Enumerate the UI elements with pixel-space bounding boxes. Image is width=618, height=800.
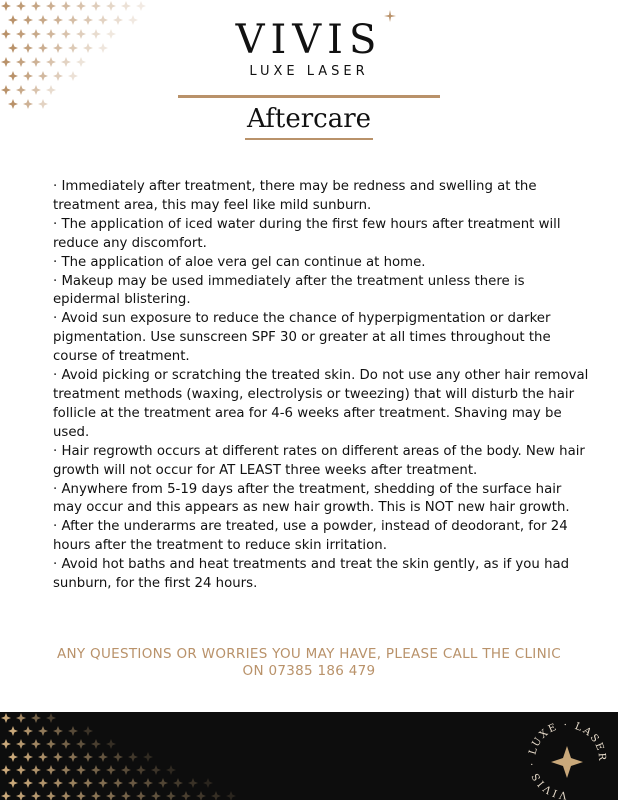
brand-name (236, 18, 383, 62)
aftercare-list (53, 178, 593, 594)
list-item: · Hair regrowth occurs at different rates on different areas of the body. New hair growth will not occur for AT LEAST three weeks after treatment. (53, 443, 585, 478)
list-item: · Avoid picking or scratching the treated skin. Do not use any other hair removal treatment methods (waxing, electrolysis or tweezing) that will disturb the hair follicle at the treatment area for 4-6 weeks after treatment. Shaving may be used. (53, 368, 589, 440)
star-pattern-icon (0, 712, 250, 800)
list-item: · Immediately after treatment, there may be redness and swelling at the treatment area, this may feel like mild sunburn. (53, 179, 537, 213)
title-underline (245, 138, 373, 140)
contact-phone: ON 07385 186 479 (242, 663, 376, 679)
seal-text: VIVIS · LUXE · LASER (526, 720, 608, 800)
brand-name-text: VIVIS (235, 17, 383, 63)
four-point-star-icon (551, 746, 583, 778)
brand-logo (0, 18, 618, 79)
list-item: · The application of iced water during the first few hours after treatment will reduce any discomfort. (53, 216, 561, 251)
divider (178, 95, 440, 98)
brand-tagline: LUXE LASER (249, 64, 369, 79)
list-item: · Makeup may be used immediately after the treatment unless there is epidermal blistering. (53, 273, 525, 308)
contact-notice (20, 646, 598, 680)
four-point-star-icon (384, 10, 396, 22)
list-item: · The application of aloe vera gel can continue at home. (53, 254, 426, 270)
brand-seal (522, 720, 612, 800)
list-item: · Avoid hot baths and heat treatments and treat the skin gently, as if you had sunburn, for the first 24 hours. (53, 557, 570, 592)
list-item: · Anywhere from 5-19 days after the treatment, shedding of the surface hair may occur and this appears as new hair growth. This is NOT new hair growth. (53, 481, 570, 516)
list-item: · Avoid sun exposure to reduce the chance of hyperpigmentation or darker pigmentation. Use sunscreen SPF 30 or greater at all times throughout the course of treatment. (53, 311, 551, 365)
contact-line-1: ANY QUESTIONS OR WORRIES YOU MAY HAVE, PLEASE CALL THE CLINIC (56, 646, 561, 662)
page-title: Aftercare (246, 104, 372, 134)
list-item: · After the underarms are treated, use a powder, instead of deodorant, for 24 hours after the treatment to reduce skin irritation. (53, 519, 568, 554)
